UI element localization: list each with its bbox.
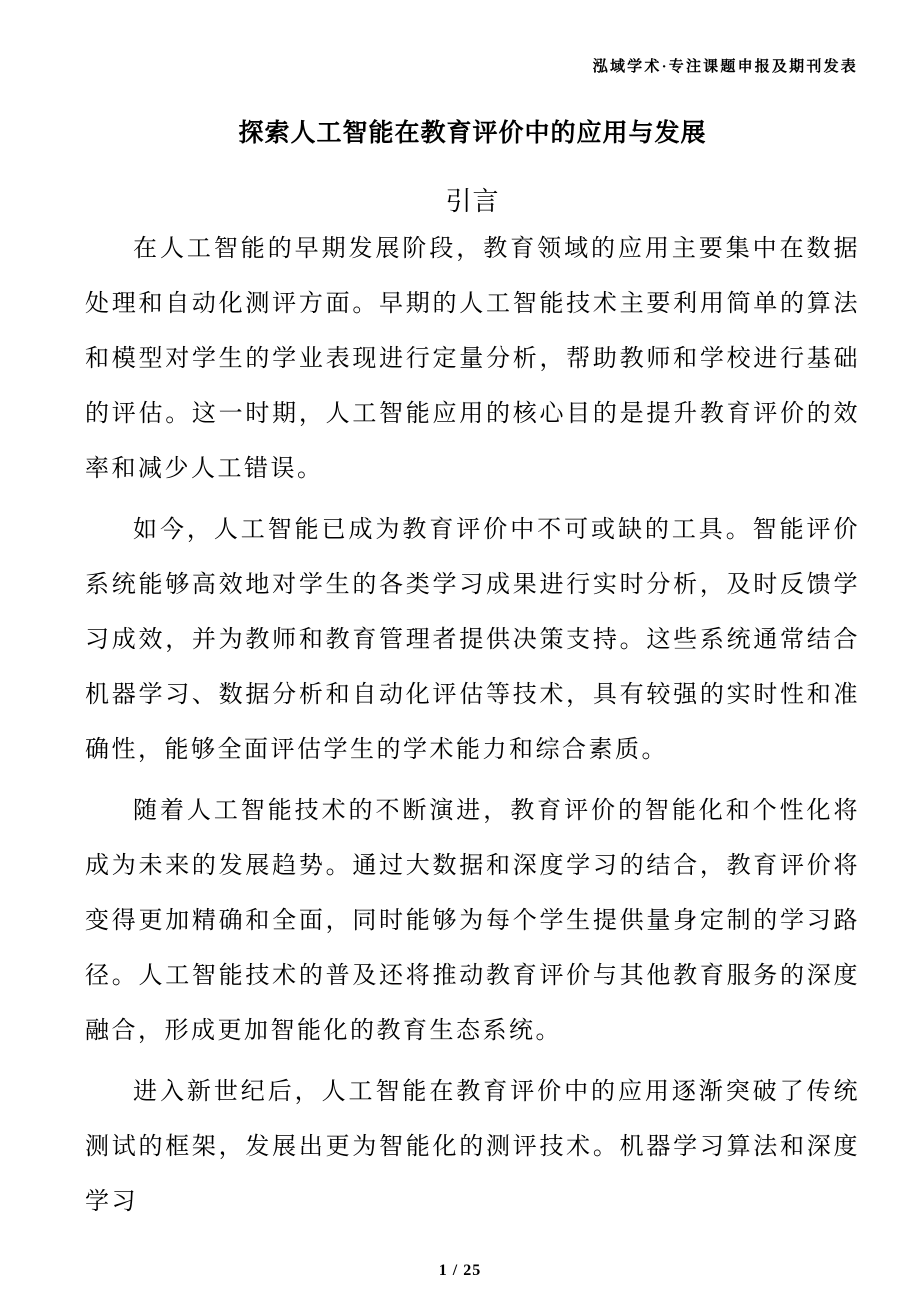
body-paragraph-4: 进入新世纪后，人工智能在教育评价中的应用逐渐突破了传统测试的框架，发展出更为智能化的测评技术。机器学习算法和深度学习 (85, 1079, 860, 1215)
header-brand-text: 泓域学术·专注课题申报及期刊发表 (592, 59, 858, 75)
document-body (85, 0, 860, 1230)
body-paragraph-2: 如今，人工智能已成为教育评价中不可或缺的工具。智能评价系统能够高效地对学生的各类学习成果进行实时分析，及时反馈学习成效，并为教师和教育管理者提供决策支持。这些系统通常结合机器学习、数据分析和自动化评估等技术，具有较强的实时性和准确性，能够全面评估学生的学术能力和综合素质。 (85, 517, 860, 763)
document-title: 探索人工智能在教育评价中的应用与发展 (238, 120, 707, 147)
page-number: 1 / 25 (438, 1262, 482, 1279)
body-paragraph-3: 随着人工智能技术的不断演进，教育评价的智能化和个性化将成为未来的发展趋势。通过大数据和深度学习的结合，教育评价将变得更加精确和全面，同时能够为每个学生提供量身定制的学习路径。人工智能技术的普及还将推动教育评价与其他教育服务的深度融合，形成更加智能化的教育生态系统。 (85, 798, 860, 1044)
section-heading-intro: 引言 (445, 187, 500, 216)
body-paragraph-1: 在人工智能的早期发展阶段，教育领域的应用主要集中在数据处理和自动化测评方面。早期的人工智能技术主要利用简单的算法和模型对学生的学业表现进行定量分析，帮助教师和学校进行基础的评估。这一时期，人工智能应用的核心目的是提升教育评价的效率和减少人工错误。 (85, 236, 860, 482)
